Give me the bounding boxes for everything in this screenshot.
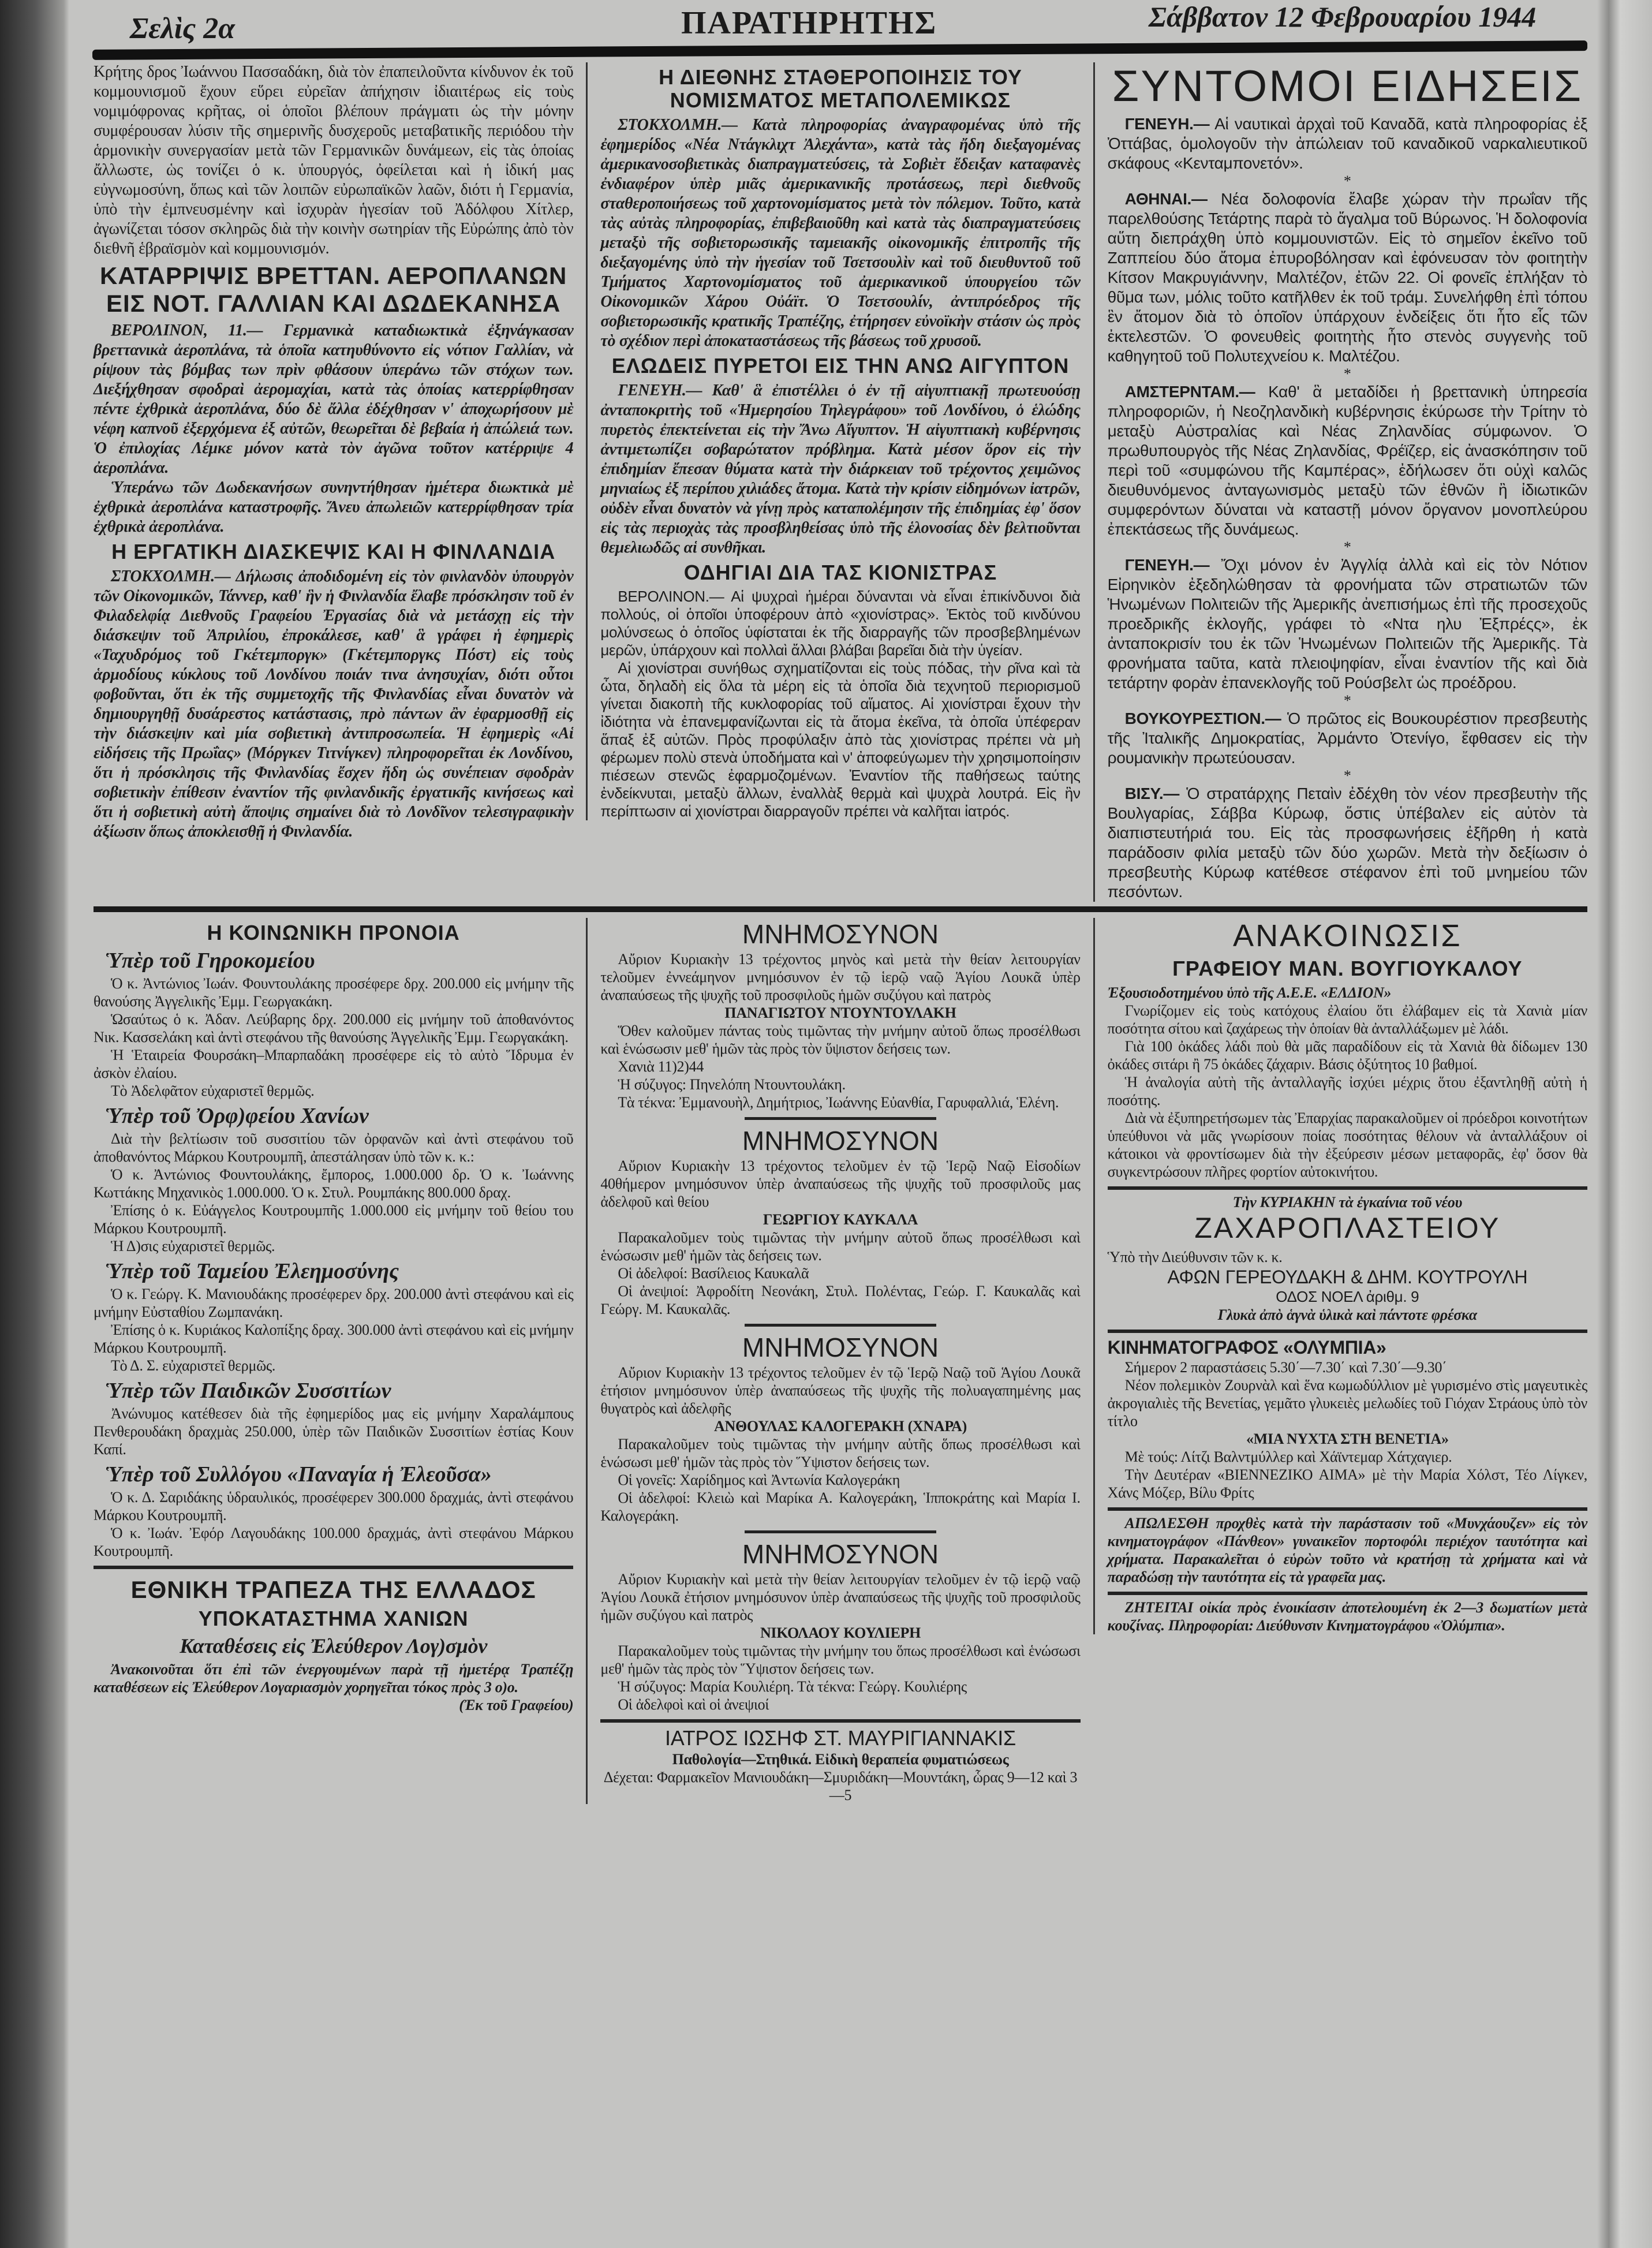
article-text: Καθ' ἃ ἐπιστέλλει ὁ ἐν τῇ αἰγυπτιακῇ πρωτευούσῃ ἀνταποκριτὴς τοῦ «Ἡμερησίου Τηλεγράφου» τοῦ Λονδίνου, ὁ ἑλώδης πυρετὸς ἐπεκτείνεται εἰς τὴν Ἄνω Αἴγυπτον. Ἡ αἰγυπτιακὴ κυβέρνησις ἀντιμετωπίζει σοβαρώτατον πρόβλημα. Κατὰ μέσον ὅρον εἰς τὴν ἐπιδημίαν ἔπεσαν θύματα κατὰ τὴν διάρκειαν τοῦ τρέχοντος χειμῶνος μηνιαίως ἐξ περίπου χιλιάδες ἄτομα. Κατὰ τὴν κρίσιν εἰδημόνων ἰατρῶν, οὐδὲν εἶναι δυνατὸν νὰ γίνῃ πρὸς καταπολέμησιν τῆς ἐπιδημίας ἐφ' ὅσον εἰς τὰς περιοχὰς τὰς προσβληθείσας ὑπὸ τῆς ἑλονοσίας δὲν βελτιοῦνται θεμελιωδῶς αἱ συνθῆκαι. xyxy=(600,382,1081,557)
headline-currency: Η ΔΙΕΘΝΗΣ ΣΤΑΘΕΡΟΠΟΙΗΣΙΣ ΤΟΥ ΝΟΜΙΣΜΑΤΟΣ ΜΕΤΑΠΟΛΕΜΙΚΩΣ xyxy=(659,65,1022,112)
announcement-text: Γνωρίζομεν εἰς τοὺς κατόχους ἐλαίου ὅτι ἐλάβαμεν εἰς τὰ Χανιὰ μίαν ποσότητα σίτου καὶ ζαχάρεως τὴν ὁποίαν θὰ ἀνταλλάξωμεν μὲ λάδι. xyxy=(1107,1002,1587,1037)
welfare-text: Ὁ κ. Ἰωάν. Ἐφόρ Λαγουδάκης 100.000 δραχμάς, ἀντὶ στεφάνου Μάρκου Κουτρουμπῆ. xyxy=(94,1525,574,1559)
issue-date: Σάββατον 12 Φεβρουαρίου 1944 xyxy=(1149,1,1537,33)
welfare-text: Ὁ κ. Δ. Σαριδάκης ὑδραυλικός, προσέφερεν 300.000 δραχμάς, ἀντὶ στεφάνου Μάρκου Κουτρουμπῆ. xyxy=(94,1489,574,1523)
memorial-name: ΓΕΩΡΓΙΟΥ ΚΑΥΚΑΛΑ xyxy=(763,1211,918,1228)
welfare-subheading: Ὑπὲρ τοῦ Ταμείου Ἐλεημοσύνης xyxy=(105,1259,399,1283)
cinema-text: Σήμερον 2 παραστάσεις 5.30΄—7.30΄ καὶ 7.30΄—9.30΄ xyxy=(1124,1359,1447,1376)
right-top-column xyxy=(1093,62,1587,902)
patisserie-owners: ΑΦΩΝ ΓΕΡΕΟΥΔΑΚΗ & ΔΗΜ. ΚΟΥΤΡΟΥΛΗ xyxy=(1167,1267,1528,1287)
memorial-family: Τὰ τέκνα: Ἐμμανουὴλ, Δημήτριος, Ἰωάννης Εὐανθία, Γαρυφαλλιά, Ἑλένη. xyxy=(618,1094,1059,1111)
separator-star: * xyxy=(1343,539,1351,555)
social-welfare-section xyxy=(94,948,573,1560)
memorial-family: Οἱ ἀδελφοί: Κλειὼ καὶ Μαρίκα Α. Καλογεράκη, Ἱπποκράτης καὶ Μαρία Ι. Καλογεράκη. xyxy=(600,1489,1081,1524)
memorial-text: Παρακαλοῦμεν τοὺς τιμῶντας τὴν μνήμην αὐτοῦ ὅπως προσέλθωσι καὶ ἑνώσωσιν μεθ' ἡμῶν τὰς δεήσεις των. xyxy=(600,1229,1081,1264)
memorial-text: Παρακαλοῦμεν τοὺς τιμῶντας τὴν μνήμην του ὅπως προσέλθωσι καὶ ἑνώσωσι μεθ' ἡμῶν τὰς πρὸς τὸν Ὕψιστον δεήσεις των. xyxy=(600,1642,1081,1677)
welfare-subheading: Ὑπὲρ τοῦ Ὀρφ)φείου Χανίων xyxy=(105,1104,369,1128)
welfare-text: Ἡ Ἑταιρεία Φουρσάκη–Μπαρπαδάκη προσέφερε εἰς τὸ αὐτὸ Ἵδρυμα ἐν ἀσκὸν ἐλαίου. xyxy=(94,1047,574,1081)
notice-divider xyxy=(745,1530,937,1533)
short-news-list xyxy=(1108,114,1587,902)
announcement-text: Γιὰ 100 ὀκάδες λάδι ποὺ θὰ μᾶς παραδίδουν εἰς τὰ Χανιὰ θὰ δίδωμεν 130 ὀκάδες σιτάρι ἢ 75 ὀκάδες ζάχαριν. Βάσις ὀξύτητος 10 βαθμοί. xyxy=(1107,1038,1587,1073)
memorial-family: Οἱ γονεῖς: Χαρίδημος καὶ Ἀντωνία Καλογεράκη xyxy=(618,1472,900,1488)
memorial-family: Οἱ ἀδελφοί: Βασίλειος Καυκαλᾶ xyxy=(618,1265,809,1282)
notice-divider xyxy=(745,1117,937,1120)
article-text: Γερμανικὰ καταδιωκτικὰ ἐξηνάγκασαν βρεττανικὰ ἀεροπλάνα, τὰ ὁποῖα κατηυθύνοντο εἰς νότιον Γαλλίαν, νὰ ρίψουν τὰς βόμβας των πρὶν φθάσουν ὑπεράνω τῶν στόχων των. Διεξήχθησαν σφοδραὶ ἀερομαχίαι, κατὰ τὰς ὁποίας κατερρίφθησαν πέντε ἐχθρικὰ ἀεροπλάνα, δύο δὲ ἄλλα ἐδέχθησαν ν' ἀποχωρήσουν μὲ νέφη καπνοῦ ἐξερχόμενα ἐξ αὐτῶν, θεωρεῖται δὲ βεβαία ἡ ἀπώλειά των. Ὁ ἐπιλοχίας Λέμκε μόνον κατὰ τὸν ἀγῶνα τοῦτον κατέρριψε 4 ἀεροπλάνα. xyxy=(94,322,574,477)
separator-star: * xyxy=(1343,173,1351,189)
memorial-title: ΜΝΗΜΟΣΥΝΟΝ xyxy=(742,1126,939,1156)
separator-star: * xyxy=(1343,767,1351,784)
welfare-text: Ὁ κ. Ἀντώνιος Ἰωάν. Φουντουλάκης προσέφερε δρχ. 200.000 εἰς μνήμην τῆς θανούσης Ἀγγελικῆς Ἐμμ. Γεωργακάκη. xyxy=(94,975,574,1010)
dateline: ΓΕΝΕΥΗ.— xyxy=(618,382,702,399)
news-item xyxy=(1108,189,1587,366)
welfare-subheading: Ὑπὲρ τοῦ Συλλόγου «Παναγία ἡ Ἐλεοῦσα» xyxy=(105,1462,492,1487)
memorial-title: ΜΝΗΜΟΣΥΝΟΝ xyxy=(742,1332,939,1362)
news-item xyxy=(1108,114,1587,173)
welfare-text: Ὁ κ. Γεώργ. Κ. Μανιουδάκης προσέφερεν δρχ. 200.000 ἀντὶ στεφάνου καὶ εἰς μνήμην Εὐσταθίου Ζωμπανάκη. xyxy=(94,1286,574,1320)
news-text: Καθ' ἃ μεταδίδει ἡ βρεττανικὴ ὑπηρεσία πληροφοριῶν, ἡ Νεοζηλανδικὴ κυβέρνησις ἐκύρωσε τὴν Τρίτην τὸ μεταξὺ Αὐστραλίας καὶ Νέας Ζηλανδίας σύμφωνον. Ὁ πρωθυπουργὸς τῆς Νέας Ζηλανδίας, Φρέϊζερ, εἰς ἀνασκόπησιν τοῦ περὶ τοῦ «συμφώνου τῆς Καμπέρας», ἐδήλωσεν ὅτι οὐχὶ καλῶς διευθυνόμενος ἀνταγωνισμὸς μεταξὺ τῶν ἐθνῶν ἢ ἰδιωτικῶν συμφερόντων δύναται νὰ καταστῇ μόνον ὄργανον μονοπλεύρου ἐπεκτάσεως τῆς δυνάμεως. xyxy=(1107,383,1587,538)
article-text: Αἱ χιονίστραι συνήθως σχηματίζονται εἰς τοὺς πόδας, τὴν ρῖνα καὶ τὰ ὦτα, δηλαδὴ εἰς ὅλα τὰ μέρη εἰς τὰ ὁποῖα διὰ τεχνητοῦ περιορισμοῦ γίνεται διακοπὴ τῆς κυκλοφορίας τοῦ αἵματος. Αἱ χιονίστραι ἔχουν τὴν ἰδιότητα νὰ ἐπανεμφανίζωνται εἰς τὰ ἄτομα ἐκεῖνα, τὰ ὁποῖα ὑπέφεραν ἅπαξ ἐξ αὐτῶν. Πρὸς προφύλαξιν ἀπὸ τὰς χιονίστρας πρέπει νὰ μὴ φέρωμεν πολὺ στενὰ ὑποδήματα καὶ ν' ἀποφεύγωμεν τὴν χρησιμοποίησιν πιέσεων στενῶς ἐφαρμοζομένων. Ἐναντίον τῆς παθήσεως ταύτης ἐνδείκνυται, μεταξὺ ἄλλων, ἐναλλὰξ θερμὰ καὶ ψυχρὰ λουτρά. Εἰς ἣν περίπτωσιν αἱ χιονίστραι διαρραγοῦν πρέπει νὰ καλῆται ἰατρός. xyxy=(600,659,1081,820)
cinema-text: Νέον πολεμικὸν Ζουρνὰλ καὶ ἕνα κωμωδύλλιον μὲ γυρισμένο στὶς μαγευτικὲς ἀκρογιαλιὲς τῆς Βενετίας, γεμᾶτο γλυκειὲς μελωδίες τοῦ Γιόχαν Στράους ὑπὸ τὸν τίτλο xyxy=(1107,1377,1587,1429)
welfare-subheading: Ὑπὲρ τῶν Παιδικῶν Συσσιτίων xyxy=(105,1379,391,1403)
cinema-text: Τὴν Δευτέραν «ΒΙΕΝΝΕΖΙΚΟ ΑΙΜΑ» μὲ τὴν Μαρία Χόλστ, Τέο Λίγκεν, Χάνς Μόζερ, Βίλυ Φρίτς xyxy=(1107,1466,1587,1501)
memorial-family: Ἡ σύζυγος: Μαρία Κουλιέρη. Τὰ τέκνα: Γεώργ. Κουλιέρης xyxy=(618,1678,967,1695)
patisserie-title: ΖΑΧΑΡΟΠΛΑΣΤΕΙΟΥ xyxy=(1194,1212,1501,1244)
left-top-column xyxy=(94,62,573,842)
notice-divider xyxy=(745,1324,937,1327)
welfare-text: Ἐπίσης ὁ κ. Εὐάγγελος Κουτρουμπῆς 1.000.000 εἰς μνήμην τοῦ θείου του Μάρκου Κουτρουμπῆ. xyxy=(94,1202,574,1237)
cinema-text: Μὲ τούς: Λίτζι Βαλντμύλλερ καὶ Χάϊντεμαρ Χάτχαγιερ. xyxy=(1124,1448,1452,1465)
memorial-notices xyxy=(600,919,1080,1713)
memorial-name: ΑΝΘΟΥΛΑΣ ΚΑΛΟΓΕΡΑΚΗ (ΧΝΑΡΑ) xyxy=(714,1418,967,1435)
welfare-subheading: Ὑπὲρ τοῦ Γηροκομείου xyxy=(105,949,315,973)
newspaper-name: ΠΑΡΑΤΗΡΗΤΗΣ xyxy=(681,5,937,41)
section-title-social-welfare: Η ΚΟΙΝΩΝΙΚΗ ΠΡΟΝΟΙΑ xyxy=(207,921,460,944)
news-text: Ὁ στρατάρχης Πεταὶν ἐδέχθη τὸν νέον πρεσβευτὴν τῆς Βουλγαρίας, Σάββα Κύρωφ, ὅστις ὑπέβαλεν εἰς αὐτὸν τὰ διαπιστευτήριά του. Εἰς τὰς προσφωνήσεις ἐξῆρθη ἡ κατὰ παράδοσιν φιλία μεταξὺ τῶν δύο χωρῶν. Μετὰ τὴν δεξίωσιν ὁ πρεσβευτὴς Κύρωφ κατέθεσε στέφανον ἐπὶ τοῦ μνημείου τῶν πεσόντων. xyxy=(1107,785,1587,901)
welfare-text: Τὸ Δ. Σ. εὐχαριστεῖ θερμῶς. xyxy=(111,1357,276,1374)
cinema-title: ΚΙΝΗΜΑΤΟΓΡΑΦΟΣ «ΟΛΥΜΠΙΑ» xyxy=(1107,1337,1386,1358)
welfare-text: Ἀνώνυμος κατέθεσεν διὰ τῆς ἐφημερίδος μας εἰς μνήμην Χαραλάμπους Πενθερουδάκη δραχμὰς 250.000, ὑπὲρ τῶν Παιδικῶν Συσσιτίων ἑστίας Κουν Καπί. xyxy=(94,1405,574,1458)
wanted-notice: ΖΗΤΕΙΤΑΙ οἰκία πρὸς ἐνοικίασιν ἀποτελουμένη ἐκ 2—3 δωματίων μετὰ κουζίνας. Πληροφορίαι: Διεύθυνσιν Κινηματογράφου «Ὀλύμπια». xyxy=(1107,1599,1587,1634)
middle-bottom-column xyxy=(586,918,1080,1804)
patisserie-mgmt: Ὑπὸ τὴν Διεύθυνσιν τῶν κ. κ. xyxy=(1107,1249,1283,1265)
section-title-short-news: ΣΥΝΤΟΜΟΙ ΕΙΔΗΣΕΙΣ xyxy=(1112,62,1583,111)
memorial-name: ΝΙΚΟΛΑΟΥ ΚΟΥΛΙΕΡΗ xyxy=(760,1625,921,1641)
memorial-family: Οἱ ἀδελφοὶ καὶ οἱ ἀνεψιοί xyxy=(618,1696,769,1713)
memorial-text: Αὔριον Κυριακὴν 13 τρέχοντος τελοῦμεν ἐν τῷ Ἱερῷ Ναῷ Εἰσοδίων 40θήμερον μνημόσυνον ὑπὲρ ἀναπαύσεως τῆς ψυχῆς τοῦ προσφιλοῦς μας ἀδελφοῦ καὶ θείου xyxy=(600,1157,1081,1210)
news-item xyxy=(1108,784,1587,902)
dateline: ΒΙΣΥ.— xyxy=(1124,785,1180,802)
separator-star: * xyxy=(1343,365,1351,382)
headline-chilblains: ΟΔΗΓΙΑΙ ΔΙΑ ΤΑΣ ΚΙΟΝΙΣΤΡΑΣ xyxy=(683,561,997,584)
news-text: Νέα δολοφονία ἔλαβε χώραν τὴν πρωΐαν τῆς παρελθούσης Τετάρτης παρὰ τὸ ἄγαλμα τοῦ Βύρωνος. Ἡ δολοφονία αὕτη διεπράχθη ὑπὸ κομμουνιστῶν. Εἰς τὸ σημεῖον ἐκεῖνο τοῦ Ζαππείου δύο ἄτομα ἐπυροβόλησαν καὶ ἐφόνευσαν τὸν φοιτητὴν Κίτσον Μακρυγιάννην, Μαλτέζον, ἐτῶν 22. Οἱ φονεῖς ἐπλήξαν τὸ θῦμα των, μόλις τοῦτο κατῆλθεν ἐκ τοῦ τράμ. Συνελήφθη ἐπὶ τόπου ἓν ἄτομον διὰ τὸ ὁποῖον ὑπάρχουν ἐνδείξεις ὅτι ἦτο εἷς τῶν ἐκτελεστῶν. Ὁ φονευθεὶς φοιτητὴς ἦτο στενὸς συγγενὴς τοῦ καθηγητοῦ τοῦ Πολυτεχνείου κ. Μαλτέζου. xyxy=(1107,190,1587,365)
welfare-text: Ἐπίσης ὁ κ. Κυριάκος Καλοπίξης δραχ. 300.000 ἀντὶ στεφάνου καὶ εἰς μνήμην Μάρκου Κουτρουμπῆ. xyxy=(94,1321,574,1356)
memorial-family: Ἡ σύζυγος: Πηνελόπη Ντουντουλάκη. xyxy=(618,1076,846,1093)
top-section xyxy=(94,62,1587,902)
cinema-ad xyxy=(1108,1330,1587,1502)
memorial-text: Παρακαλοῦμεν τοὺς τιμῶντας τὴν μνήμην αὐτῆς ὅπως προσέλθωσι καὶ ἑνώσωσι μεθ' ἡμῶν τὰς πρὸς τὸν Ὕψιστον δεήσεις των. xyxy=(600,1436,1081,1470)
bank-notice xyxy=(94,1566,573,1714)
dateline: ΓΕΝΕΥΗ.— xyxy=(1124,556,1210,574)
memorial-text: Αὔριον Κυριακὴν καὶ μετὰ τὴν θείαν λειτουργίαν τελοῦμεν ἐν τῷ ἱερῷ ναῷ Ἁγίου Λουκᾶ ἐτήσιον μνημόσυνον ὑπὲρ ἀναπαύσεως τῆς ψυχῆς τοῦ προσφιλοῦς ἡμῶν συζύγου καὶ πατρὸς xyxy=(600,1571,1081,1623)
bank-signature: (Ἐκ τοῦ Γραφείου) xyxy=(459,1697,574,1713)
bank-text: Ἀνακοινοῦται ὅτι ἐπὶ τῶν ἐνεργουμένων παρὰ τῇ ἡμετέρᾳ Τραπέζῃ καταθέσεων εἰς Ἐλεύθερον Λογαριασμὸν χορηγεῖται τόκος πρὸς 3 ο)ο. xyxy=(94,1661,574,1696)
article-text: Κατὰ πληροφορίας ἀναγραφομένας ὑπὸ τῆς ἐφημερίδος «Νέα Ντάγκλιχτ Ἀλεχάντα», κατὰ τὰς ἤδη διεξαγομένας ἀμερικανοσοβιετικὰς διαπραγματεύσεις, τὰ Σοβιὲτ ἔδειξαν καταφανὲς ἐνδιαφέρον ὑπὲρ μιᾶς ἀμερικανικῆς προτάσεως, περὶ διεθνοῦς σταθεροποιήσεως τοῦ χαρτονομίσματος μετὰ τὸν πόλεμον. Τοῦτο, κατὰ τὰς αὐτὰς πληροφορίας, ἐπιβεβαιοῦθη καὶ κατὰ τὰς διαπραγματεύσεις μεταξὺ τῆς σοβιετορωσικῆς ταμειακῆς οἰκονομικῆς ἐπιτροπῆς τῆς διεξαγομένης ὑπὸ τὴν ἡγεσίαν τοῦ Τσετσουλὶν καὶ τοῦ διευθυντοῦ τοῦ Τμήματος Χαρτονομίσματος τοῦ ἀμερικανικοῦ ὑπουργείου τῶν Οἰκονομικῶν Χάρου Οὐάϊτ. Ὁ Τσετσουλίν, ἀντιπρόεδρος τῆς σοβιετορωσικῆς κρατικῆς Τραπέζης, ἐτήρησεν εὐνοϊκὴν στάσιν ὡς πρὸς τὸ σχέδιον περὶ ἀποκαταστάσεως τῆς βάσεως τοῦ χρυσοῦ. xyxy=(600,116,1081,350)
article-text: Ὑπεράνω τῶν Δωδεκανήσων συνηντήθησαν ἡμέτερα διωκτικὰ μὲ ἐχθρικὰ ἀεροπλάνα καταστροφῆς. Ἄνευ ἀπωλειῶν κατερρίφθησαν τρία ἐχθρικὰ ἀεροπλάνα. xyxy=(94,479,574,536)
doctor-name: ΙΑΤΡΟΣ ΙΩΣΗΦ ΣΤ. ΜΑΥΡΙΓΙΑΝΝΑΚΙΣ xyxy=(665,1726,1016,1750)
memorial-title: ΜΝΗΜΟΣΥΝΟΝ xyxy=(742,919,939,949)
memorial-title: ΜΝΗΜΟΣΥΝΟΝ xyxy=(742,1539,939,1569)
dateline: ΑΜΣΤΕΡΝΤΑΜ.— xyxy=(1124,383,1255,401)
welfare-text: Ὁ κ. Ἀντώνιος Φουντουλάκης, ἔμπορος, 1.000.000 δρ. Ὁ κ. Ἰωάννης Κωττάκης Μηχανικὸς 1.000.000. Ὁ κ. Στυλ. Ρουμπάκης 800.000 δραχ. xyxy=(94,1166,574,1201)
bank-subtitle: ΥΠΟΚΑΤΑΣΤΗΜΑ ΧΑΝΙΩΝ xyxy=(198,1607,469,1630)
dateline: ΒΕΡΟΛΙΝΟΝ, 11.— xyxy=(111,322,263,339)
dateline: ΑΘΗΝΑΙ.— xyxy=(1124,190,1208,208)
memorial-text: Αὔριον Κυριακὴν 13 τρέχοντος μηνὸς καὶ μετὰ τὴν θείαν λειτουργίαν τελοῦμεν ἐννεάμηνον μνημόσυνον ἐν τῷ ἱερῷ ναῷ Ἁγίου Λουκᾶ ὑπὲρ ἀναπαύσεως τῆς ψυχῆς τοῦ προσφιλοῦς ἡμῶν συζύγου καὶ πατρὸς xyxy=(600,951,1081,1003)
memorial-family: Οἱ ἀνεψιοί: Ἀφροδίτη Νεονάκη, Στυλ. Πολέντας, Γεώρ. Γ. Καυκαλᾶς καὶ Γεώργ. Μ. Καυκαλᾶς. xyxy=(600,1283,1081,1317)
announcement-subtitle: ΓΡΑΦΕΙΟΥ ΜΑΝ. ΒΟΥΓΙΟΥΚΑΛΟΥ xyxy=(1172,957,1523,980)
dateline: ΒΕΡΟΛΙΝΟΝ.— xyxy=(618,588,724,605)
news-item xyxy=(1108,709,1587,768)
headline-air-raids: ΚΑΤΑΡΡΙΨΙΣ ΒΡΕΤΤΑΝ. ΑΕΡΟΠΛΑΝΩΝ ΕΙΣ ΝΟΤ. ΓΑΛΛΙΑΝ ΚΑΙ ΔΩΔΕΚΑΝΗΣΑ xyxy=(100,262,567,317)
dateline: ΓΕΝΕΥΗ.— xyxy=(1124,115,1210,133)
bottom-section xyxy=(94,918,1587,1804)
patisserie-slogan: Γλυκὰ ἀπὸ ἁγνὰ ὑλικὰ καὶ πάντοτε φρέσκα xyxy=(1217,1306,1477,1323)
doctor-specialty: Παθολογία—Στηθικά. Εἰδικὴ θεραπεία φυματιώσεως xyxy=(672,1751,1009,1768)
middle-top-column xyxy=(586,62,1080,820)
cinema-film-title: «ΜΙΑ ΝΥΧΤΑ ΣΤΗ ΒΕΝΕΤΙΑ» xyxy=(1246,1431,1449,1447)
welfare-text: Τὸ Ἀδελφᾶτον εὐχαριστεῖ θερμῶς. xyxy=(111,1082,315,1099)
announcement-agent: Ἐξουσιοδοτημένου ὑπὸ τῆς Α.Ε.Ε. «ΕΛΔΙΟΝ» xyxy=(1107,984,1392,1001)
news-item xyxy=(1108,555,1587,693)
bank-tagline: Καταθέσεις εἰς Ἐλεύθερον Λογ)σμὸν xyxy=(180,1634,488,1657)
article-text: Αἱ ψυχραὶ ἡμέραι δύνανται νὰ εἶναι ἐπικίνδυνοι διὰ πολλούς, οἱ ὁποῖοι ὑποφέρουν ἀπὸ «χιονίστρας». Ἐκτὸς τοῦ κινδύνου μολύνσεως ὁ ὁποῖος ὑφίσταται ἐκ τῆς διαρραγῆς τῶν προσβεβλημένων μερῶν, ὑπάρχουν καὶ πολλαὶ ἄλλαι βλάβαι βαρεῖαι διὰ τὴν ὑγείαν. xyxy=(600,588,1081,659)
news-text: Ὄχι μόνον ἐν Ἀγγλίᾳ ἀλλὰ καὶ εἰς τὸν Νότιον Εἰρηνικὸν ἐξεδηλώθησαν τὰ φρονήματα τῶν στρατιωτῶν τῶν Ἡνωμένων Πολιτειῶν τῆς Ἀμερικῆς ἀνεπισήμως ἐπὶ τῆς προσεχοῦς προεδρικῆς ἐκλογῆς, γράφει τὸ «Ντα ηλυ Ἐξπρέςς», ἐκ ἀνταποκρισίν του ἐκ τῶν Ἡνωμένων Πολιτειῶν τῆς Ἀμερικῆς. Τὰ φρονήματα ταῦτα, κατὰ πλειοψηφίαν, εἶναι ἐναντίον τῆς καὶ διὰ τετάρτην φορὰν ἐπανεκλογῆς τοῦ Ρούσβελτ ὡς προέδρου. xyxy=(1107,556,1587,692)
doctor-hours: Δέχεται: Φαρμακεῖον Μανιουδάκη—Σμυριδάκη—Μουντάκη, ὧρας 9—12 καὶ 3—5 xyxy=(603,1769,1078,1803)
welfare-text: Ὡσαύτως ὁ κ. Ἀδαν. Λεύβαρης δρχ. 200.000 εἰς μνήμην τοῦ ἀποθανόντος Νικ. Κασσελάκη καὶ ἀντὶ στεφάνου τῆς θανούσης Ἀγγελικῆς Ἐμμ. Γεωργακάκη. xyxy=(94,1011,574,1045)
memorial-text: Ὅθεν καλοῦμεν πάντας τοὺς τιμῶντας τὴν μνήμην αὐτοῦ ὅπως προσέλθωσι καὶ ἑνώσωσιν μεθ' ἡμῶν τὰς πρὸς τὸν ὕψιστον δεήσεις των. xyxy=(600,1022,1081,1057)
news-text: Αἱ ναυτικαὶ ἀρχαὶ τοῦ Καναδᾶ, κατὰ πληροφορίας ἐξ Ὀττάβας, ὁμολογοῦν τὴν ἀπώλειαν τοῦ καναδικοῦ ναρκαλιευτικοῦ σκάφους «Κενταμπονετόν». xyxy=(1107,115,1587,172)
welfare-text: Ἡ Δ)σις εὐχαριστεῖ θερμῶς. xyxy=(111,1238,275,1254)
lost-item-notice: ΑΠΩΛΕΣΘΗ προχθὲς κατὰ τὴν παράστασιν τοῦ «Μυνχάουζεν» εἰς τὸν κινηματογράφον «Πάνθεον» γυναικεῖον πορτοφόλι περιέχον ταυτότητα καὶ χρήματα. Παρακαλεῖται ὁ εὑρὼν τοῦτο νὰ κρατήσῃ τὰ χρήματα καὶ νὰ παραδώσῃ τὴν ταυτότητα εἰς τὰ γραφεῖα μας. xyxy=(1107,1515,1587,1585)
dateline: ΣΤΟΚΧΟΛΜΗ.— xyxy=(618,116,738,134)
page-number: Σελὶς 2α xyxy=(130,12,235,45)
headline-malaria: ΕΛΩΔΕΙΣ ΠΥΡΕΤΟΙ ΕΙΣ ΤΗΝ ΑΝΩ ΑΙΓΥΠΤΟΝ xyxy=(611,354,1070,378)
section-divider xyxy=(94,906,1587,912)
news-text: Ὁ πρῶτος εἰς Βουκουρέστιον πρεσβευτὴς τῆς Ἰταλικῆς Δημοκρατίας, Ἀρμάντο Ὀτενίγο, ἔφθασεν εἰς τὴν ρουμανικὴν πρωτεύουσαν. xyxy=(1107,709,1587,767)
memorial-place: Χανιὰ 11)2)44 xyxy=(618,1058,704,1075)
article-text: Δήλωσις ἀποδιδομένη εἰς τὸν φινλανδὸν ὑπουργὸν τῶν Οἰκονομικῶν, Τάννερ, καθ' ἣν ἡ Φινλανδία ἔλαβε πρόσκλησιν τοῦ ἐν Φιλαδελφίᾳ Διεθνοῦς Γραφείου Ἐργασίας διὰ νὰ μετάσχῃ εἰς τὴν διάσκεψιν τοῦ Ἀπριλίου, ἐπροκάλεσε, καθ' ἃ γράφει ἡ ἐφημερὶς «Ταχυδρόμος τοῦ Γκέτεμποργκ» (Γκέτεμποργκς Πόστ) εἰς τοὺς ἁρμοδίους κύκλους τοῦ Λονδίνου ποιάν τινα ἀνησυχίαν, διότι οὗτοι φοβοῦνται, ὅτι ἐκ τῆς συμμετοχῆς τῆς Φινλανδίας εἶναι δυνατὸν νὰ δημιουργηθῇ δυσάρεστος κατάστασις, πρὸ πάντων ἂν ἐφαρμοσθῇ εἰς τὴν διάσκεψιν καὶ μία σοβιετικὴ ἀντιπροσωπεία. Ἡ ἐφημερὶς «Αἱ εἰδήσεις τῆς Πρωΐας» (Μόργκεν Τιτνίγκεν) πληροφορεῖται ἐκ Λονδίνου, ὅτι ἡ πρόσκλησις τῆς Φινλανδίας ἔσχεν ἤδη ὡς συνέπειαν σφοδρὰν σοβιετικὴν ἐπίθεσιν ἐναντίον τῆς φινλανδικῆς ἐργατικῆς κινήσεως καὶ ὅτι ἡ σοβιετικὴ αὐτὴ ἄποψις σημαίνει διὰ τὸ Λονδῖνον τελεσιγραφικὴν ἀξίωσιν ὅπως ἀποκλεισθῇ ἡ Φινλανδία. xyxy=(94,567,574,841)
memorial-text: Αὔριον Κυριακὴν 13 τρέχοντος τελοῦμεν ἐν τῷ Ἱερῷ Ναῷ τοῦ Ἁγίου Λουκᾶ ἐτήσιον μνημόσυνον ὑπὲρ ἀναπαύσεως τῆς ψυχῆς τῆς πολυαγαπημένης μας θυγατρὸς καὶ ἀδελφῆς xyxy=(600,1364,1081,1417)
news-item xyxy=(1108,382,1587,539)
right-bottom-column xyxy=(1093,918,1587,1634)
patisserie-intro: Τὴν ΚΥΡΙΑΚΗΝ τὰ ἐγκαίνια τοῦ νέου xyxy=(1232,1194,1463,1211)
announcement-text: Ἡ ἀναλογία αὐτὴ τῆς ἀνταλλαγῆς ἰσχύει μέχρις ὅτου ἐξαντληθῇ αὐτὴ ἡ ποσότης. xyxy=(1107,1074,1587,1108)
patisserie-ad xyxy=(1108,1186,1587,1324)
patisserie-address: ΟΔΟΣ ΝΟΕΛ ἀριθμ. 9 xyxy=(1276,1288,1419,1305)
left-bottom-column xyxy=(94,918,573,1714)
bank-title: ΕΘΝΙΚΗ ΤΡΑΠΕΖΑ ΤΗΣ ΕΛΛΑΔΟΣ xyxy=(130,1576,536,1603)
doctor-ad xyxy=(600,1719,1080,1804)
dateline: ΒΟΥΚΟΥΡΕΣΤΙΟΝ.— xyxy=(1124,709,1281,727)
separator-star: * xyxy=(1343,692,1351,709)
headline-labour-conference: Η ΕΡΓΑΤΙΚΗ ΔΙΑΣΚΕΨΙΣ ΚΑΙ Η ΦΙΝΛΑΝΔΙΑ xyxy=(111,540,556,563)
article-text: Κρήτης δρος Ἰωάννου Πασσαδάκη, διὰ τὸν ἐπαπειλοῦντα κίνδυνον ἐκ τοῦ κομμουνισμοῦ ἔχουν εὕρει εὐρεῖαν ἀπήχησιν ἰδιαιτέρως εἰς τοὺς νομιμόφρονας κρῆτας, οἱ ὁποῖοι βλέπουν πράγματι ὡς τὴν μόνην συμφέρουσαν λύσιν τῆς σημερινῆς δυσχεροῦς μεταβατικῆς περιόδου τὴν ἁρμονικὴν συνεργασίαν μετὰ τῶν Γερμανικῶν δυνάμεων, εἰς τὰς ὁποίας ἄλλωστε, ὡς τονίζει ὁ κ. ὑπουργός, ὀφείλεται καὶ ἡ ἰδική μας εὐγνωμοσύνη, ὅπως καὶ τῶν λοιπῶν εὐρωπαϊκῶν λαῶν, διότι ἡ Γερμανία, ὑπὸ τὴν ἐμπνευσμένην καὶ ἰσχυρὰν ἡγεσίαν τοῦ Ἀδόλφου Χίτλερ, ἀγωνίζεται τόσον σκληρῶς διὰ τὴν κοινὴν σωτηρίαν τῆς Εὐρώπης ἀπὸ τὸν διεθνῆ ἑβραϊσμὸν καὶ κομμουνισμόν. xyxy=(94,63,574,257)
dateline: ΣΤΟΚΧΟΛΜΗ.— xyxy=(111,567,231,585)
announcement-text: Διὰ νὰ ἐξυπηρετήσωμεν τὰς Ἐπαρχίας παρακαλοῦμεν οἱ πρόεδροι κοινοτήτων ὑπεύθυνοι νὰ μᾶς γνωρίσουν ποίας ποσότητας θέλουν νὰ ἀνταλλάξουν οἱ κάτοικοι νὰ φροντίσωμεν διὰ τὴν ἐξεύρεσιν μέσων μεταφορᾶς, ἐφ' ὅσον θὰ συγκεντρώσουν πλῆρες φορτίον αὐτοκινήτου. xyxy=(1107,1110,1587,1180)
welfare-text: Διὰ τὴν βελτίωσιν τοῦ συσσιτίου τῶν ὀρφανῶν καὶ ἀντὶ στεφάνου τοῦ ἀποθανόντος Μάρκου Κουτρουμπῆ, ἀπεστάλησαν ὑπὸ τῶν κ. κ.: xyxy=(94,1130,574,1165)
announcement-title: ΑΝΑΚΟΙΝΩΣΙΣ xyxy=(1233,918,1462,953)
memorial-name: ΠΑΝΑΓΙΩΤΟΥ ΝΤΟΥΝΤΟΥΛΑΚΗ xyxy=(724,1004,956,1021)
